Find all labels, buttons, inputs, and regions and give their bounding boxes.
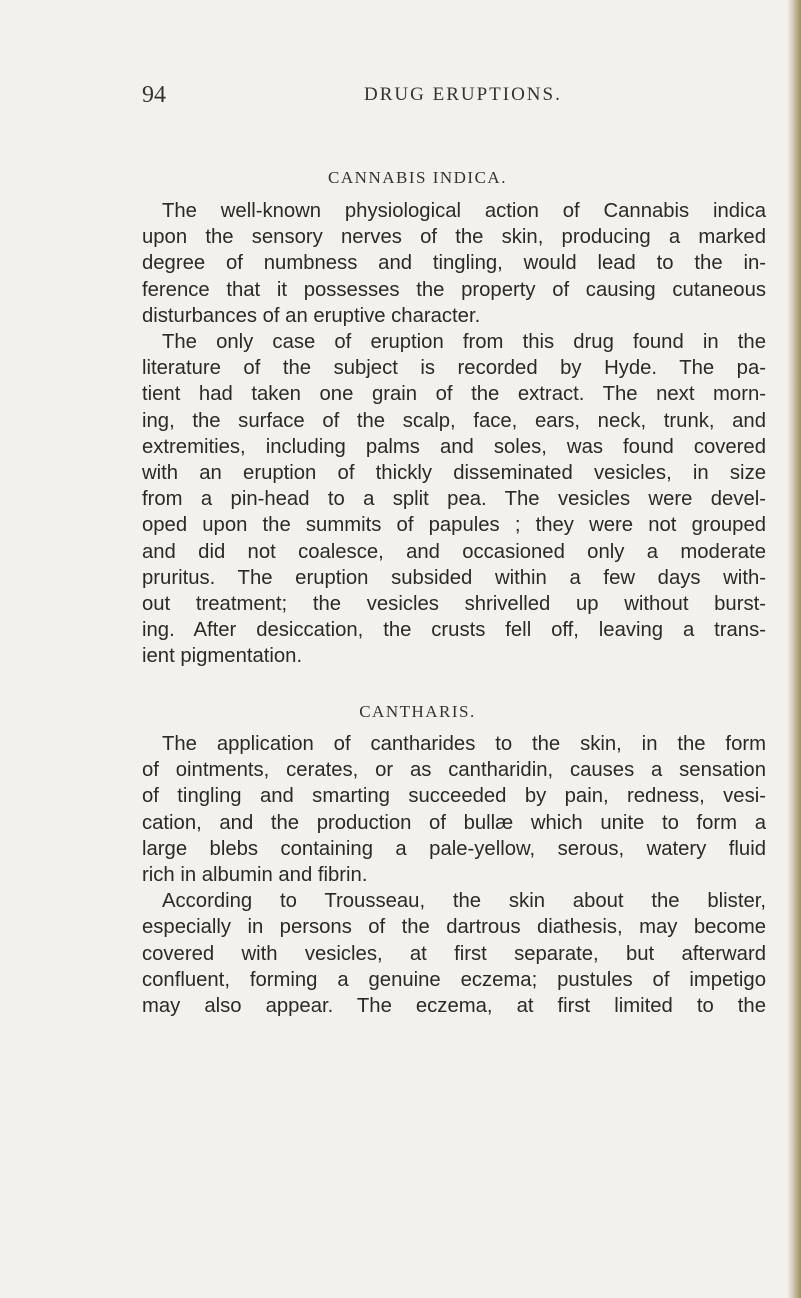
text-line: tient had taken one grain of the extract. The next morn- bbox=[142, 383, 766, 406]
text-line: ing. After desiccation, the crusts fell off, leaving a trans- bbox=[142, 619, 766, 642]
text-line: oped upon the summits of papules ; they were not grouped bbox=[142, 514, 766, 537]
text-line: ing, the surface of the scalp, face, ears, neck, trunk, and bbox=[142, 409, 766, 432]
section-title-cannabis: CANNABIS INDICA. bbox=[328, 168, 507, 187]
text-line: extremities, including palms and soles, was found covered bbox=[142, 435, 766, 458]
text-line: confluent, forming a genuine eczema; pustules of impetigo bbox=[142, 968, 766, 991]
text-line: According to Trousseau, the skin about the blister, bbox=[162, 890, 766, 913]
text-line: large blebs containing a pale-yellow, serous, watery fluid bbox=[142, 837, 766, 860]
section-body-cantharis bbox=[142, 731, 766, 1019]
running-head: DRUG ERUPTIONS. bbox=[364, 84, 562, 105]
page-header bbox=[142, 82, 762, 112]
text-line: of ointments, cerates, or as cantharidin, causes a sensation bbox=[142, 759, 766, 782]
section-body-cannabis bbox=[142, 198, 766, 670]
text-line: The application of cantharides to the skin, in the form bbox=[162, 733, 766, 755]
text-line: of tingling and smarting succeeded by pain, redness, vesi- bbox=[142, 785, 766, 808]
text-line: cation, and the production of bullæ which unite to form a bbox=[142, 811, 766, 834]
text-line: out treatment; the vesicles shrivelled up without burst- bbox=[142, 593, 766, 616]
text-line: with an eruption of thickly disseminated vesicles, in size bbox=[142, 462, 766, 485]
text-line: from a pin-head to a split pea. The vesicles were devel- bbox=[142, 488, 766, 511]
text-line: ference that it possesses the property of causing cutaneous bbox=[142, 278, 766, 301]
text-line: covered with vesicles, at first separate, but afterward bbox=[142, 942, 766, 965]
text-line: literature of the subject is recorded by Hyde. The pa- bbox=[142, 357, 766, 380]
text-line: degree of numbness and tingling, would lead to the in- bbox=[142, 252, 766, 275]
text-line: The well-known physiological action of Cannabis indica bbox=[162, 200, 766, 222]
text-line: ient pigmentation. bbox=[142, 645, 303, 668]
text-line: may also appear. The eczema, at first limited to the bbox=[142, 995, 766, 1018]
text-line: rich in albumin and fibrin. bbox=[142, 864, 368, 887]
text-line: and did not coalesce, and occasioned only a moderate bbox=[142, 540, 766, 563]
section-title-cantharis: CANTHARIS. bbox=[359, 702, 476, 721]
text-line: pruritus. The eruption subsided within a few days with- bbox=[142, 566, 766, 589]
text-line: especially in persons of the dartrous diathesis, may become bbox=[142, 916, 766, 939]
text-line: upon the sensory nerves of the skin, producing a marked bbox=[142, 226, 766, 249]
text-line: The only case of eruption from this drug found in the bbox=[162, 331, 766, 354]
page-number: 94 bbox=[142, 82, 166, 108]
text-line: disturbances of an eruptive character. bbox=[142, 304, 481, 327]
page-edge bbox=[787, 0, 801, 1298]
